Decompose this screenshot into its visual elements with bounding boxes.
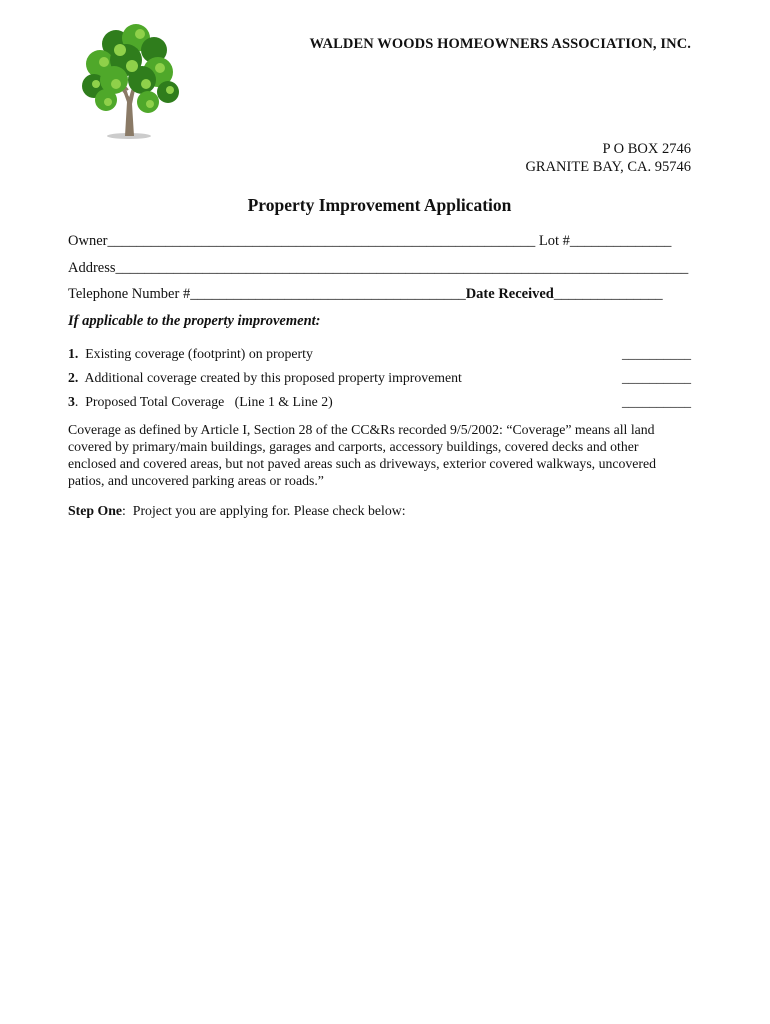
- item-text: Additional coverage created by this proposed property improvement: [78, 370, 462, 385]
- item-text: Existing coverage (footprint) on property: [78, 346, 313, 361]
- date-received-field[interactable]: _______________: [553, 286, 663, 302]
- phone-label: Telephone Number #: [68, 286, 191, 302]
- owner-label: Owner: [68, 233, 108, 249]
- form-title: Property Improvement Application: [247, 195, 512, 215]
- item-number: 2.: [68, 370, 79, 385]
- owner-field[interactable]: ___________________________________________________________: [107, 233, 536, 249]
- phone-date-row: [68, 286, 663, 303]
- coverage-item-3-field[interactable]: __________: [622, 394, 691, 409]
- coverage-subhead: If applicable to the property improvement:: [68, 313, 321, 329]
- step-one-label: Step One: [68, 503, 123, 518]
- item-number: 3: [68, 394, 75, 409]
- address-label: Address: [68, 260, 116, 276]
- coverage-definition: Coverage as defined by Article I, Section 28 of the CC&Rs recorded 9/5/2002: “Coverage” means all land covered by primary/main buildings, garages and carports, accessory buildings, covered decks and other enclosed and covered areas, but not paved areas such as driveways, exterior covered walkways, uncovered patios, and uncovered parking areas or roads.”: [68, 422, 657, 488]
- date-received-label: Date Received: [465, 286, 554, 302]
- address-line-2: GRANITE BAY, CA. 95746: [525, 159, 691, 175]
- address-field[interactable]: _______________________________________________________________________________: [115, 260, 689, 276]
- item-number: 1.: [68, 346, 79, 361]
- coverage-item-2-field[interactable]: __________: [622, 370, 691, 385]
- owner-lot-row: [68, 233, 671, 250]
- coverage-item-1-field[interactable]: __________: [622, 346, 691, 361]
- lot-label: Lot #: [535, 233, 570, 249]
- step-one-text: : Project you are applying for. Please check below:: [122, 503, 406, 518]
- phone-field[interactable]: ______________________________________: [190, 286, 466, 302]
- step-one: [68, 503, 406, 519]
- organization-name: WALDEN WOODS HOMEOWNERS ASSOCIATION, INC.: [309, 36, 691, 52]
- address-line-1: P O BOX 2746: [602, 141, 691, 157]
- item-text: . Proposed Total Coverage (Line 1 & Line 2): [74, 394, 333, 409]
- address-row: [68, 260, 688, 277]
- lot-field[interactable]: ______________: [569, 233, 672, 249]
